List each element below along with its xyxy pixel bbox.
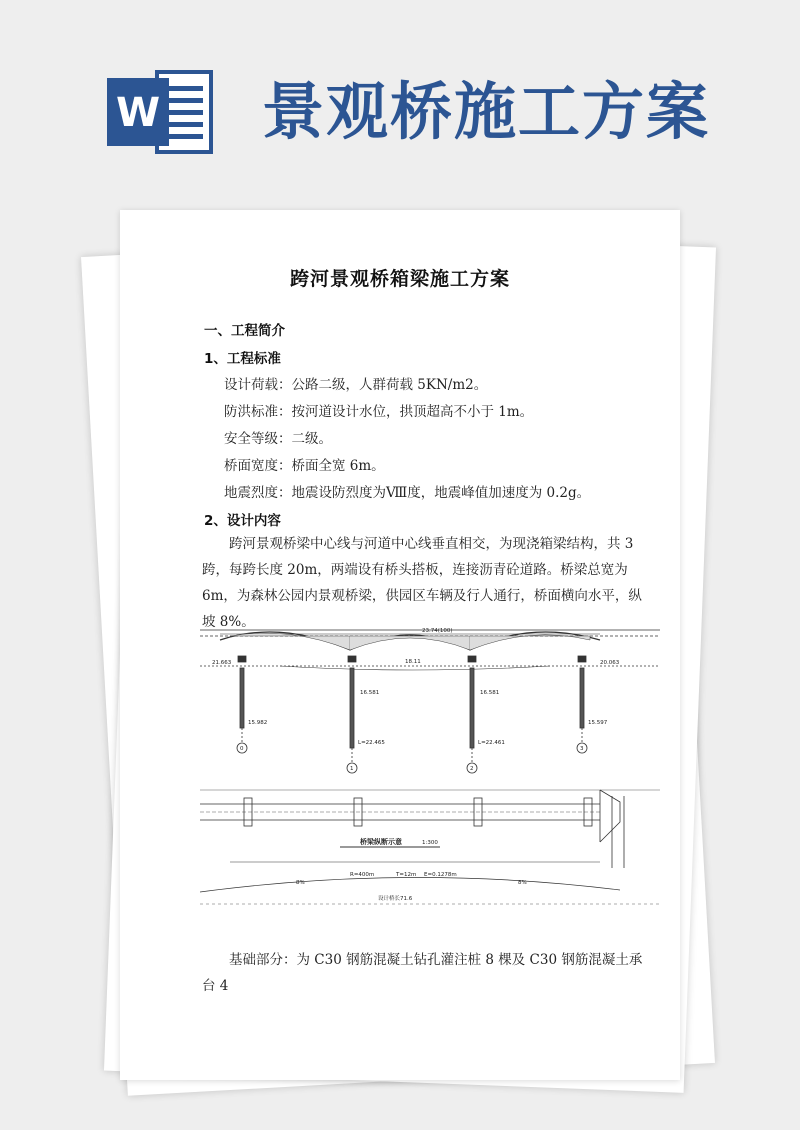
standard-width: 桥面宽度：桥面全宽 6m。	[224, 458, 385, 474]
document-page	[120, 210, 680, 1080]
plan-view	[200, 790, 660, 904]
standard-load: 设计荷载：公路二级，人群荷载 5KN/m2。	[224, 377, 488, 393]
pile-bottom-right: 15.597	[588, 720, 608, 726]
design-paragraph: 跨河景观桥梁中心线与河道中心线垂直相交，为现浇箱梁结构，共 3 跨，每跨长度 20m，两端设有桥头搭板，连接沥青砼道路。桥梁总宽为 6m，为森林公园内景观桥梁，供园区车辆及行人通行，桥面横向水平，纵坡 8%。	[202, 536, 642, 630]
axis-label-2: 2	[470, 766, 474, 772]
plan-caption: 桥梁纵断示意	[360, 838, 402, 846]
slope-left: 8%	[296, 880, 305, 886]
level-left: 21.663	[212, 660, 232, 666]
dim-left: R=400m	[350, 872, 375, 878]
level-right: 20.063	[600, 660, 620, 666]
pier-level-right: 16.581	[480, 690, 500, 696]
slope-right: 8%	[518, 880, 527, 886]
subheading-design: 2、设计内容	[204, 513, 281, 529]
bridge-drawing	[200, 612, 660, 922]
word-icon-letter: W	[115, 90, 161, 136]
standard-flood: 防洪标准：按河道设计水位，拱顶超高不小于 1m。	[224, 404, 534, 420]
pile-tip-left: L=22.465	[358, 740, 385, 746]
elevation-view	[200, 630, 660, 773]
axis-label-1: 1	[350, 766, 354, 772]
pier-level-left: 16.581	[360, 690, 380, 696]
plan-scale: 1:300	[422, 840, 438, 846]
standard-seismic: 地震烈度：地震设防烈度为Ⅷ度，地震峰值加速度为 0.2g。	[224, 485, 591, 501]
elev-label-mid: 18.11	[405, 659, 421, 665]
dim-right: E=0.1278m	[424, 872, 457, 878]
document-title: 跨河景观桥箱梁施工方案	[289, 268, 510, 290]
section-heading-intro: 一、工程简介	[204, 323, 285, 339]
elev-label-top: 23.74(100)	[422, 628, 453, 634]
banner	[0, 0, 800, 200]
subheading-standards: 1、工程标准	[204, 351, 281, 367]
pile-tip-right: L=22.461	[478, 740, 505, 746]
word-document-icon	[107, 68, 215, 156]
standard-safety: 安全等级：二级。	[224, 431, 332, 447]
foundation-paragraph: 基础部分：为 C30 钢筋混凝土钻孔灌注桩 8 棵及 C30 钢筋混凝土承台 4	[202, 952, 643, 994]
axis-label-3: 3	[580, 746, 584, 752]
banner-title: 景观桥施工方案	[262, 75, 711, 148]
dim-mid: T=12m	[396, 872, 417, 878]
pile-bottom-left: 15.982	[248, 720, 268, 726]
total-length: 设计桥长71.6	[378, 896, 413, 902]
axis-label-0: 0	[240, 746, 244, 752]
